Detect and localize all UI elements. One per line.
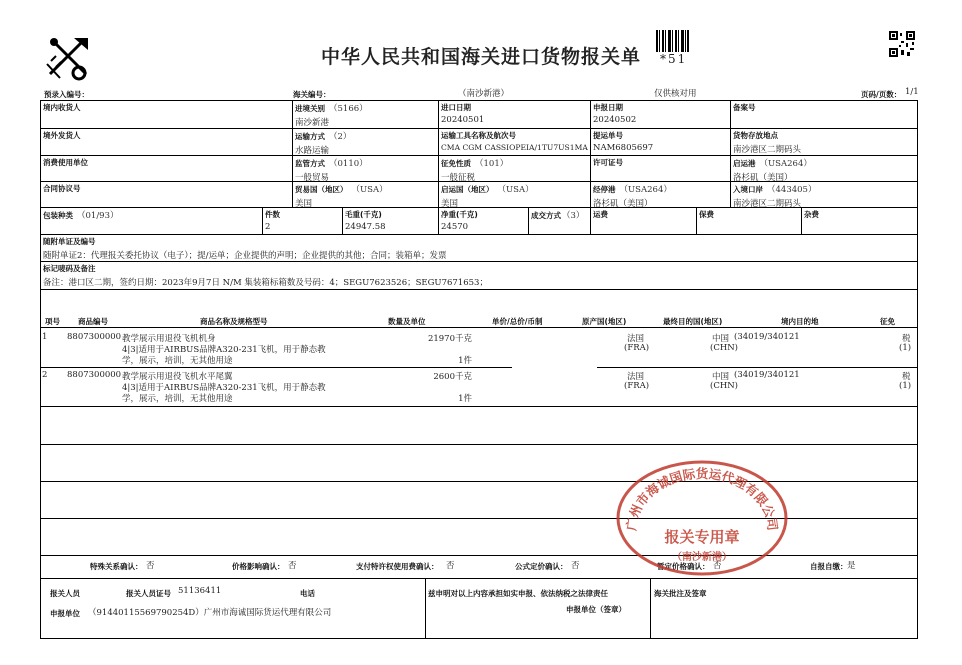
via-port-label: 经停港 <box>593 185 616 194</box>
goods-qty-line2: 1件 <box>458 356 472 366</box>
levy-code: （101） <box>475 159 509 169</box>
goods-name-line1: 教学展示用退役飞机水平尾翼 <box>122 372 233 382</box>
goods-domestic: (34019/340121 <box>734 332 800 342</box>
special-relation-label: 特殊关系确认： <box>90 562 143 571</box>
goods-name-line2: 4|3|适用于AIRBUS品牌A320-231飞机，用于静态教 <box>122 345 326 355</box>
declarant-label: 报关人员 <box>50 589 80 598</box>
origin-country-label: 启运国（地区） <box>441 185 494 194</box>
document-title: 中华人民共和国海关进口货物报关单 <box>320 46 641 68</box>
goods-code: 8807300000 <box>67 332 122 342</box>
goods-levy-line1: 税 <box>902 334 911 344</box>
remarks-value: 备注：港口区二期，签约日期：2023年9月7日 N/M 集装箱标箱数及号码：4；SEGU7623526；SEGU7671653； <box>43 278 488 288</box>
page-value: 1/1 <box>905 87 919 97</box>
seal-sub-text: （南沙新港） <box>672 552 732 563</box>
transport-mode-label: 运输方式 <box>295 132 325 141</box>
declaring-unit-sign-label: 申报单位（签章） <box>566 605 626 614</box>
entry-port-label: 进境关别 <box>295 104 325 113</box>
reference-note: 仅供核对用 <box>654 89 697 99</box>
formula-price-label: 公式定价确认： <box>515 562 568 571</box>
departure-port-label: 启运港 <box>733 159 756 168</box>
seal-center-text: 报关专用章 <box>664 528 740 546</box>
deal-label: 成交方式 <box>531 211 561 220</box>
package-code: （01/93） <box>77 211 119 221</box>
customs-declaration-seal <box>614 452 790 576</box>
net-weight-value: 24570 <box>441 222 469 232</box>
preentry-label: 预录入编号： <box>44 90 89 99</box>
phone-label: 电话 <box>300 589 315 598</box>
freight-label: 运费 <box>593 210 608 219</box>
declare-date-value: 20240502 <box>593 115 637 125</box>
pieces-label: 件数 <box>265 210 280 219</box>
entry-port-code: （5166） <box>329 104 368 114</box>
levy-label: 征免性质 <box>441 159 471 168</box>
transport-mode-code: （2） <box>329 132 352 142</box>
storage-value: 南沙港区二期码头 <box>733 145 802 155</box>
self-pay-label: 自报自缴： <box>810 562 848 571</box>
goods-qty-line1: 21970千克 <box>427 334 472 344</box>
vessel-value: CMA CGM CASSIOPEIA/1TU7US1MA <box>441 143 588 152</box>
record-no-label: 备案号 <box>733 103 756 112</box>
departure-port-code: （USA264） <box>759 159 812 169</box>
trade-country-value: 美国 <box>295 199 313 209</box>
goods-dest-line1: 中国 <box>712 372 730 382</box>
gross-weight-value: 24947.58 <box>345 222 386 232</box>
goods-header-row <box>40 316 918 327</box>
consignor-label: 境外发货人 <box>43 131 81 140</box>
docs-value: 随附单证2：代理报关委托协议（电子）；提/运单；企业提供的声明；企业提供的其他；合同；装箱单；发票 <box>43 251 447 261</box>
entry-port-value: 南沙新港 <box>295 118 330 128</box>
special-relation-value: 否 <box>146 561 155 571</box>
price-redaction <box>512 328 597 406</box>
page-label: 页码/页数： <box>861 90 902 99</box>
goods-header-dest: 最终目的国(地区) <box>663 317 723 326</box>
goods-header-domestic: 境内目的地 <box>781 317 819 326</box>
storage-label: 货物存放地点 <box>733 131 778 140</box>
goods-origin-line2: (FRA) <box>624 381 650 391</box>
tentative-price-label: 暂定价格确认： <box>657 562 710 571</box>
customs-no-label: 海关编号： <box>293 90 331 99</box>
goods-header-origin: 原产国(地区) <box>582 317 627 326</box>
supervision-label: 监管方式 <box>295 159 325 168</box>
consumer-label: 消费使用单位 <box>43 158 88 167</box>
origin-country-code: （USA） <box>497 185 534 195</box>
bl-value: NAM6805697 <box>593 143 654 153</box>
trade-country-label: 贸易国（地区） <box>295 185 348 194</box>
via-port-value: 洛杉矶（美国） <box>593 199 653 209</box>
declaring-unit-value: （91440115569790254D）广州市海诚国际货运代理有限公司 <box>88 608 332 618</box>
via-port-code: （USA264） <box>619 185 672 195</box>
gross-weight-label: 毛重(千克) <box>345 210 382 219</box>
license-label: 许可证号 <box>593 158 623 167</box>
supervision-value: 一般贸易 <box>295 173 330 183</box>
barcode-icon <box>656 30 690 52</box>
goods-origin-line1: 法国 <box>627 372 645 382</box>
misc-label: 杂费 <box>804 210 819 219</box>
declaring-unit-label: 申报单位 <box>50 609 80 618</box>
supervision-code: （0110） <box>329 159 368 169</box>
goods-seq: 1 <box>42 332 48 342</box>
consignee-label: 境内收货人 <box>43 103 81 112</box>
goods-header-qty: 数量及单位 <box>388 317 426 326</box>
seal-ring-text: 广州市海诚国际货运代理有限公司 <box>623 466 781 532</box>
goods-code: 8807300000 <box>67 370 122 380</box>
transport-mode-value: 水路运输 <box>295 146 330 156</box>
origin-country-value: 美国 <box>441 199 459 209</box>
declarant-cert-value: 51136411 <box>178 586 222 596</box>
liability-statement: 兹申明对以上内容承担如实申报、依法纳税之法律责任 <box>428 589 608 598</box>
goods-domestic: (34019/340121 <box>734 370 800 380</box>
contract-label: 合同协议号 <box>43 184 81 193</box>
entry-place-value: 南沙港区二期码头 <box>733 199 802 209</box>
barcode-text: *51 <box>660 52 688 66</box>
goods-row <box>40 330 918 367</box>
tentative-price-value: 否 <box>713 561 722 571</box>
entry-place-label: 入境口岸 <box>733 185 763 194</box>
royalty-value: 否 <box>446 561 455 571</box>
goods-row <box>40 368 918 406</box>
goods-levy-line1: 税 <box>902 372 911 382</box>
customs-note-label: 海关批注及签章 <box>654 589 707 598</box>
insurance-label: 保费 <box>699 210 714 219</box>
docs-label: 随附单证及编号 <box>43 237 96 246</box>
goods-header-seq: 项号 <box>45 317 60 326</box>
goods-name-line3: 学，展示，培训，无其他用途 <box>122 394 233 404</box>
bl-label: 提运单号 <box>593 131 623 140</box>
goods-levy-line2: (1) <box>899 381 912 391</box>
remarks-label: 标记唛码及备注 <box>43 264 96 273</box>
price-effect-label: 价格影响确认： <box>232 562 285 571</box>
pieces-value: 2 <box>265 222 271 232</box>
goods-origin-line1: 法国 <box>627 334 645 344</box>
royalty-label: 支付特许权使用费确认： <box>356 562 439 571</box>
declarant-cert-label: 报关人员证号 <box>126 589 171 598</box>
package-label: 包装种类 <box>43 211 73 220</box>
goods-origin-line2: (FRA) <box>624 343 650 353</box>
price-effect-value: 否 <box>288 561 297 571</box>
import-date-label: 进口日期 <box>441 103 471 112</box>
qr-code-icon <box>889 31 915 57</box>
declare-date-label: 申报日期 <box>593 103 623 112</box>
goods-levy-line2: (1) <box>899 343 912 353</box>
trade-country-code: （USA） <box>351 185 388 195</box>
self-pay-value: 是 <box>847 561 856 571</box>
goods-seq: 2 <box>42 370 48 380</box>
goods-header-name: 商品名称及规格型号 <box>200 317 268 326</box>
deal-code: （3） <box>562 211 585 221</box>
goods-name-line2: 4|3|适用于AIRBUS品牌A320-231飞机，用于静态教 <box>122 383 326 393</box>
goods-qty-line2: 1件 <box>458 394 472 404</box>
departure-port-value: 洛杉矶（美国） <box>733 173 793 183</box>
import-date-value: 20240501 <box>441 115 485 125</box>
formula-price-value: 否 <box>571 561 580 571</box>
entry-place-code: （443405） <box>767 185 817 195</box>
goods-header-code: 商品编号 <box>78 317 108 326</box>
port-center: （南沙新港） <box>458 89 510 99</box>
goods-dest-line2: (CHN) <box>710 381 738 391</box>
net-weight-label: 净重(千克) <box>441 210 478 219</box>
goods-dest-line1: 中国 <box>712 334 730 344</box>
goods-header-levy: 征免 <box>880 317 895 326</box>
goods-name-line1: 教学展示用退役飞机机身 <box>122 334 216 344</box>
goods-qty-line1: 2600千克 <box>433 372 472 382</box>
goods-header-price: 单价/总价/币制 <box>492 317 543 326</box>
goods-name-line3: 学，展示，培训，无其他用途 <box>122 356 233 366</box>
levy-value: 一般征税 <box>441 173 476 183</box>
vessel-label: 运输工具名称及航次号 <box>441 131 516 140</box>
goods-dest-line2: (CHN) <box>710 343 738 353</box>
